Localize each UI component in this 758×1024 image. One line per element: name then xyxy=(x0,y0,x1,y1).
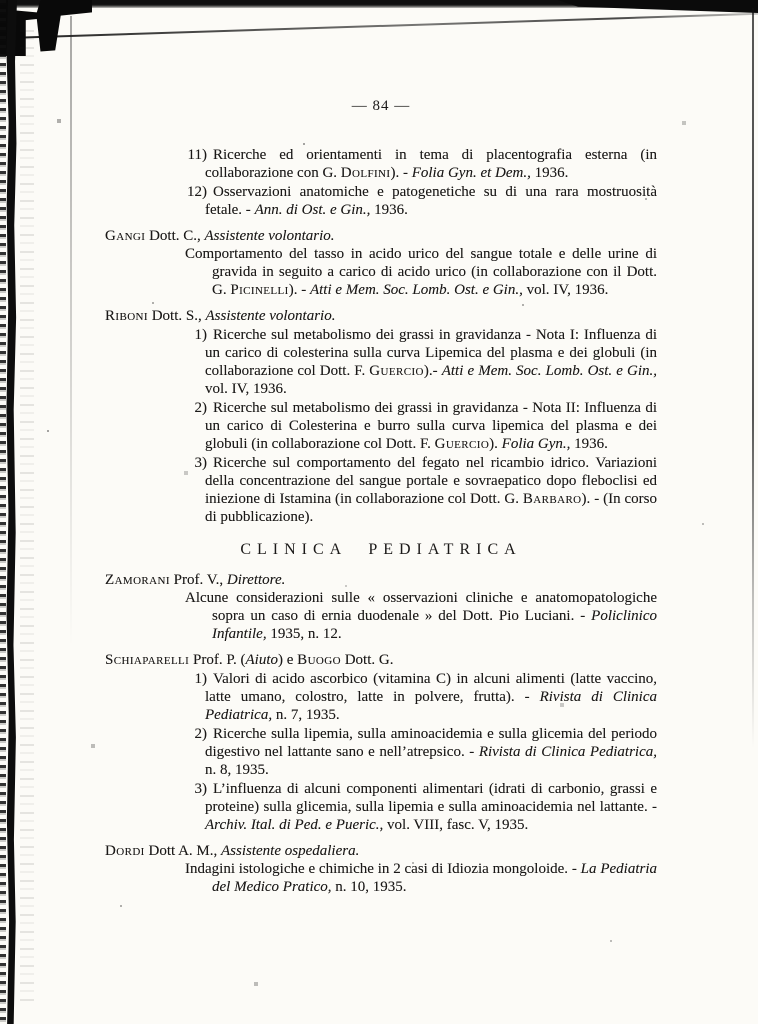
body-text: Ricerche sul comportamento del fegato nel ricambio idrico. Variazioni della concentrazione del sangue portale e sovraepatico dopo fleboclisi ed iniezione di Istamina (in collaborazione col Dott. G. xyxy=(205,455,657,507)
italic-text: La Pediatria del Medico Pratico, xyxy=(212,861,657,895)
body-text: Alcune considerazioni sulle « osservazioni cliniche e anatomopatologiche sopra un caso di ernia duodenale » del Dott. Pio Luciani. - xyxy=(185,590,657,624)
scan-top-right-band xyxy=(558,0,758,13)
scan-top-edge-band xyxy=(0,0,758,8)
item-number: 3) xyxy=(194,455,207,471)
scan-binding-edge-band xyxy=(6,0,17,1024)
page-number: — 84 — xyxy=(351,98,411,114)
body-text: Dott A. M., xyxy=(144,843,221,859)
body-text: vol. IV, 1936. xyxy=(205,381,287,397)
smallcaps-name: Schiaparelli xyxy=(105,652,190,668)
smallcaps-name: Gangi xyxy=(105,228,146,244)
smallcaps-name: Picinelli xyxy=(230,282,289,298)
body-text: Ricerche sul metabolismo dei grassi in gravidanza - Nota II: Influenza di un carico di Colesterina e burro sulla curva lipemica del plasma e dei globuli (in collaborazione col Dott. F. xyxy=(205,400,657,452)
scan-page-edge-line xyxy=(8,12,758,39)
text-column xyxy=(105,97,657,896)
italic-text: Atti e Mem. Soc. Lomb. Ost. e Gin., xyxy=(309,282,523,298)
body-text: Indagini istologiche e chimiche in 2 casi di Idiozia mongoloide. - xyxy=(185,861,581,877)
body-text: n. 8, 1935. xyxy=(205,762,269,778)
italic-text: Assistente volontario. xyxy=(204,228,335,244)
body-text: n. 7, 1935. xyxy=(272,707,340,723)
item-number: 11) xyxy=(187,147,207,163)
body-text: vol. VIII, fasc. V, 1935. xyxy=(383,817,529,833)
item-number: 1) xyxy=(194,327,207,343)
author-heading xyxy=(105,842,657,860)
scan-left-faint-noise xyxy=(20,30,34,1003)
body-text: n. 10, 1935. xyxy=(331,879,407,895)
italic-text: Folia Gyn., xyxy=(501,436,571,452)
bibliography-blocks xyxy=(105,146,657,896)
publication-paragraph xyxy=(185,860,657,896)
body-text: ). - xyxy=(390,165,412,181)
smallcaps-name: Dordi xyxy=(105,843,145,859)
body-text: 1936. xyxy=(370,202,408,218)
item-number: 3) xyxy=(194,781,207,797)
smallcaps-name: Guercio xyxy=(434,436,490,452)
italic-text: Rivista di Clinica Pediatrica, xyxy=(205,689,658,723)
body-text: Comportamento del tasso in acido urico del sangue totale e delle urine di gravida in seguito a carico di acido urico (in collaborazione con il Dott. G. xyxy=(185,246,657,298)
body-text: Ricerche ed orientamenti in tema di placentografia esterna (in collaborazione con G. xyxy=(205,147,657,181)
body-text: Dott. C., xyxy=(145,228,205,244)
body-text: Dott. S., xyxy=(147,308,206,324)
italic-text: Assistente volontario. xyxy=(205,308,336,324)
smallcaps-name: Zamorani xyxy=(105,572,170,588)
italic-text: Ann. di Ost. e Gin., xyxy=(254,202,371,218)
smallcaps-name: Riboni xyxy=(105,308,148,324)
publication-item xyxy=(194,780,657,834)
scan-crease-line xyxy=(70,16,72,646)
publication-item xyxy=(194,326,658,398)
author-heading xyxy=(105,651,657,669)
author-heading xyxy=(105,571,657,589)
publication-item xyxy=(187,183,657,219)
body-text: Prof. V., xyxy=(169,572,227,588)
publication-item xyxy=(194,725,658,779)
body-text: ). - xyxy=(288,282,310,298)
item-number: 2) xyxy=(194,400,207,416)
body-text: 1935, n. 12. xyxy=(266,626,342,642)
publication-paragraph xyxy=(185,245,657,299)
smallcaps-name: Dolfini xyxy=(340,165,391,181)
item-number: 1) xyxy=(194,671,207,687)
item-number: 2) xyxy=(194,726,207,742)
body-text: ).- xyxy=(423,363,442,379)
item-number: 12) xyxy=(187,184,207,200)
publication-item xyxy=(194,670,658,724)
italic-text: Assistente ospedaliera. xyxy=(221,843,360,859)
body-text: 1936. xyxy=(530,165,569,181)
scan-corner-blot xyxy=(0,0,92,56)
publication-paragraph xyxy=(185,589,657,643)
smallcaps-name: Barbaro xyxy=(522,491,582,507)
body-text: 1936. xyxy=(570,436,608,452)
section-title: CLINICA PEDIATRICA xyxy=(240,541,522,558)
body-text: Ricerche sulla lipemia, sulla aminoacidemia e sulla glicemia del periodo digestivo nel lattante sano e nell’atrepsico. - xyxy=(205,726,657,760)
body-text: Ricerche sul metabolismo dei grassi in gravidanza - Nota I: Influenza di un carico di colesterina sulla curva Lipemica del plasma e dei globuli (in collaborazione col Dott. F. xyxy=(205,327,657,379)
scan-dust-specks xyxy=(0,0,2,2)
smallcaps-name: Guercio xyxy=(369,363,424,379)
body-text: Valori di acido ascorbico (vitamina C) in alcuni alimenti (latte vaccino, latte umano, colostro, latte in polvere, frutta). - xyxy=(205,671,657,705)
italic-text: Direttore. xyxy=(226,572,286,588)
body-text: ) e xyxy=(278,652,298,668)
author-heading xyxy=(105,227,657,245)
body-text: ). xyxy=(489,436,502,452)
body-text: Prof. P. ( xyxy=(189,652,246,668)
italic-text: Folia Gyn. et Dem., xyxy=(411,165,531,181)
body-text: vol. IV, 1936. xyxy=(522,282,609,298)
smallcaps-name: Buogo xyxy=(297,652,341,668)
italic-text: Aiuto xyxy=(245,652,279,668)
scan-left-speckle-strip xyxy=(0,0,6,1024)
body-text: L’influenza di alcuni componenti alimentari (idrati di carbonio, grassi e proteine) sulla glicemia, sulla lipemia e sulla aminoacidemia nel lattante. - xyxy=(205,781,657,815)
publication-item xyxy=(194,399,657,453)
italic-text: Archiv. Ital. di Ped. e Pueric., xyxy=(205,817,384,833)
italic-text: Rivista di Clinica Pediatrica, xyxy=(478,744,658,760)
italic-text: Policlinico Infantile, xyxy=(212,608,657,642)
italic-text: Atti e Mem. Soc. Lomb. Ost. e Gin., xyxy=(441,363,658,379)
body-text: ). - (In corso di pubblicazione). xyxy=(205,491,657,525)
publication-item xyxy=(194,454,657,526)
body-text: Dott. G. xyxy=(340,652,394,668)
author-heading xyxy=(105,307,657,325)
scan-right-edge-line xyxy=(752,8,754,748)
publication-item xyxy=(187,146,657,182)
body-text: Osservazioni anatomiche e patogenetiche su di una rara mostruosità fetale. - xyxy=(205,184,657,218)
